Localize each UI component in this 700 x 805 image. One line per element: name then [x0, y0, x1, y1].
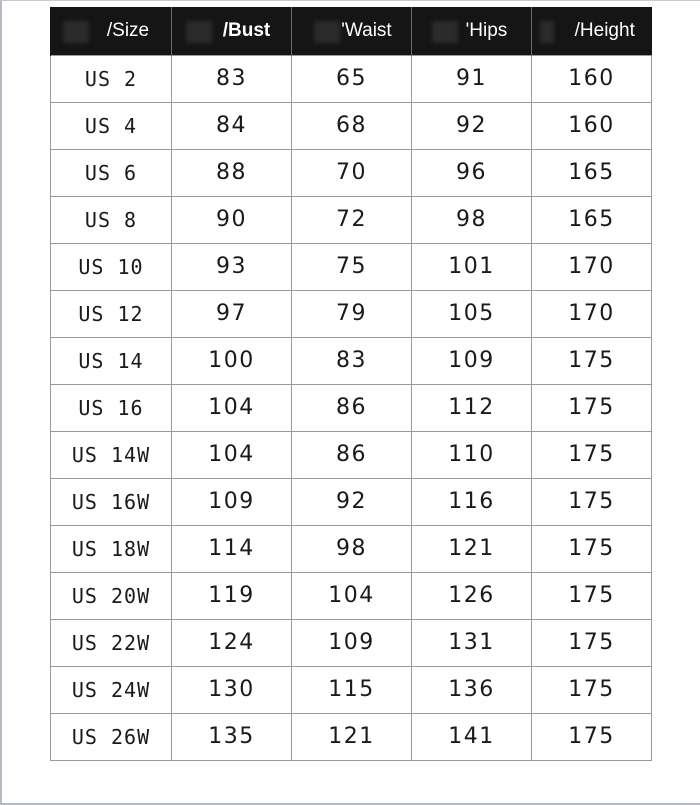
table-row [51, 619, 652, 666]
size-cell: US 18W [51, 525, 172, 572]
waist-cell: 72 [292, 196, 412, 243]
table-row [51, 713, 652, 760]
header-waist [292, 7, 412, 55]
bust-cell: 124 [172, 619, 292, 666]
waist-cell: 86 [292, 384, 412, 431]
bust-cell: 104 [172, 384, 292, 431]
height-cell: 165 [532, 196, 652, 243]
height-cell: 165 [532, 149, 652, 196]
height-cell: 175 [532, 337, 652, 384]
size-cell: US 10 [51, 243, 172, 290]
table-row [51, 243, 652, 290]
header-bust-label: /Bust [222, 19, 271, 41]
hips-cell: 96 [412, 149, 532, 196]
waist-cell: 79 [292, 290, 412, 337]
size-cell: US 6 [51, 149, 172, 196]
size-cell: US 22W [51, 619, 172, 666]
bust-cell: 84 [172, 102, 292, 149]
table-row [51, 149, 652, 196]
height-cell: 175 [532, 572, 652, 619]
size-cell: US 14 [51, 337, 172, 384]
bust-cell: 130 [172, 666, 292, 713]
header-size [51, 7, 172, 55]
waist-cell: 70 [292, 149, 412, 196]
waist-cell: 98 [292, 525, 412, 572]
hips-cell: 101 [412, 243, 532, 290]
waist-cell: 115 [292, 666, 412, 713]
bust-cell: 90 [172, 196, 292, 243]
header-bust [172, 7, 292, 55]
size-cell: US 20W [51, 572, 172, 619]
hips-cell: 109 [412, 337, 532, 384]
table-row [51, 431, 652, 478]
bust-cell: 88 [172, 149, 292, 196]
hips-cell: 91 [412, 55, 532, 102]
hips-cell: 126 [412, 572, 532, 619]
height-cell: 175 [532, 525, 652, 572]
hips-cell: 98 [412, 196, 532, 243]
size-cell: US 26W [51, 713, 172, 760]
header-size-label: /Size [106, 19, 150, 41]
hips-cell: 110 [412, 431, 532, 478]
table-row [51, 525, 652, 572]
height-cell: 175 [532, 384, 652, 431]
waist-cell: 83 [292, 337, 412, 384]
size-cell: US 16 [51, 384, 172, 431]
waist-cell: 109 [292, 619, 412, 666]
header-hips [412, 7, 532, 55]
size-cell: US 2 [51, 55, 172, 102]
height-cell: 175 [532, 619, 652, 666]
hips-cell: 116 [412, 478, 532, 525]
table-row [51, 384, 652, 431]
height-cell: 170 [532, 243, 652, 290]
table-row [51, 102, 652, 149]
height-cell: 175 [532, 713, 652, 760]
bust-cell: 135 [172, 713, 292, 760]
bust-cell: 97 [172, 290, 292, 337]
hips-cell: 131 [412, 619, 532, 666]
waist-cell: 121 [292, 713, 412, 760]
size-cell: US 24W [51, 666, 172, 713]
header-waist-label: 'Waist [341, 19, 392, 41]
waist-cell: 65 [292, 55, 412, 102]
waist-cell: 104 [292, 572, 412, 619]
table-body [51, 55, 652, 760]
bust-cell: 93 [172, 243, 292, 290]
table-row [51, 196, 652, 243]
bust-cell: 104 [172, 431, 292, 478]
table-row [51, 666, 652, 713]
bust-cell: 100 [172, 337, 292, 384]
height-cell: 160 [532, 55, 652, 102]
waist-cell: 75 [292, 243, 412, 290]
bust-cell: 109 [172, 478, 292, 525]
bust-cell: 83 [172, 55, 292, 102]
header-height [532, 7, 652, 55]
size-cell: US 14W [51, 431, 172, 478]
table-row [51, 478, 652, 525]
size-cell: US 8 [51, 196, 172, 243]
hips-cell: 112 [412, 384, 532, 431]
hips-cell: 105 [412, 290, 532, 337]
bust-cell: 114 [172, 525, 292, 572]
header-row [51, 7, 652, 55]
table-header [51, 7, 652, 55]
size-cell: US 4 [51, 102, 172, 149]
size-chart-table [50, 7, 652, 761]
hips-cell: 141 [412, 713, 532, 760]
height-cell: 175 [532, 666, 652, 713]
size-cell: US 12 [51, 290, 172, 337]
height-cell: 175 [532, 431, 652, 478]
height-cell: 175 [532, 478, 652, 525]
size-cell: US 16W [51, 478, 172, 525]
hips-cell: 92 [412, 102, 532, 149]
header-height-label: /Height [574, 19, 635, 41]
table-row [51, 337, 652, 384]
height-cell: 160 [532, 102, 652, 149]
header-hips-label: 'Hips [465, 19, 508, 41]
hips-cell: 121 [412, 525, 532, 572]
table-row [51, 55, 652, 102]
waist-cell: 68 [292, 102, 412, 149]
table-row [51, 572, 652, 619]
bust-cell: 119 [172, 572, 292, 619]
height-cell: 170 [532, 290, 652, 337]
table-row [51, 290, 652, 337]
waist-cell: 86 [292, 431, 412, 478]
hips-cell: 136 [412, 666, 532, 713]
waist-cell: 92 [292, 478, 412, 525]
